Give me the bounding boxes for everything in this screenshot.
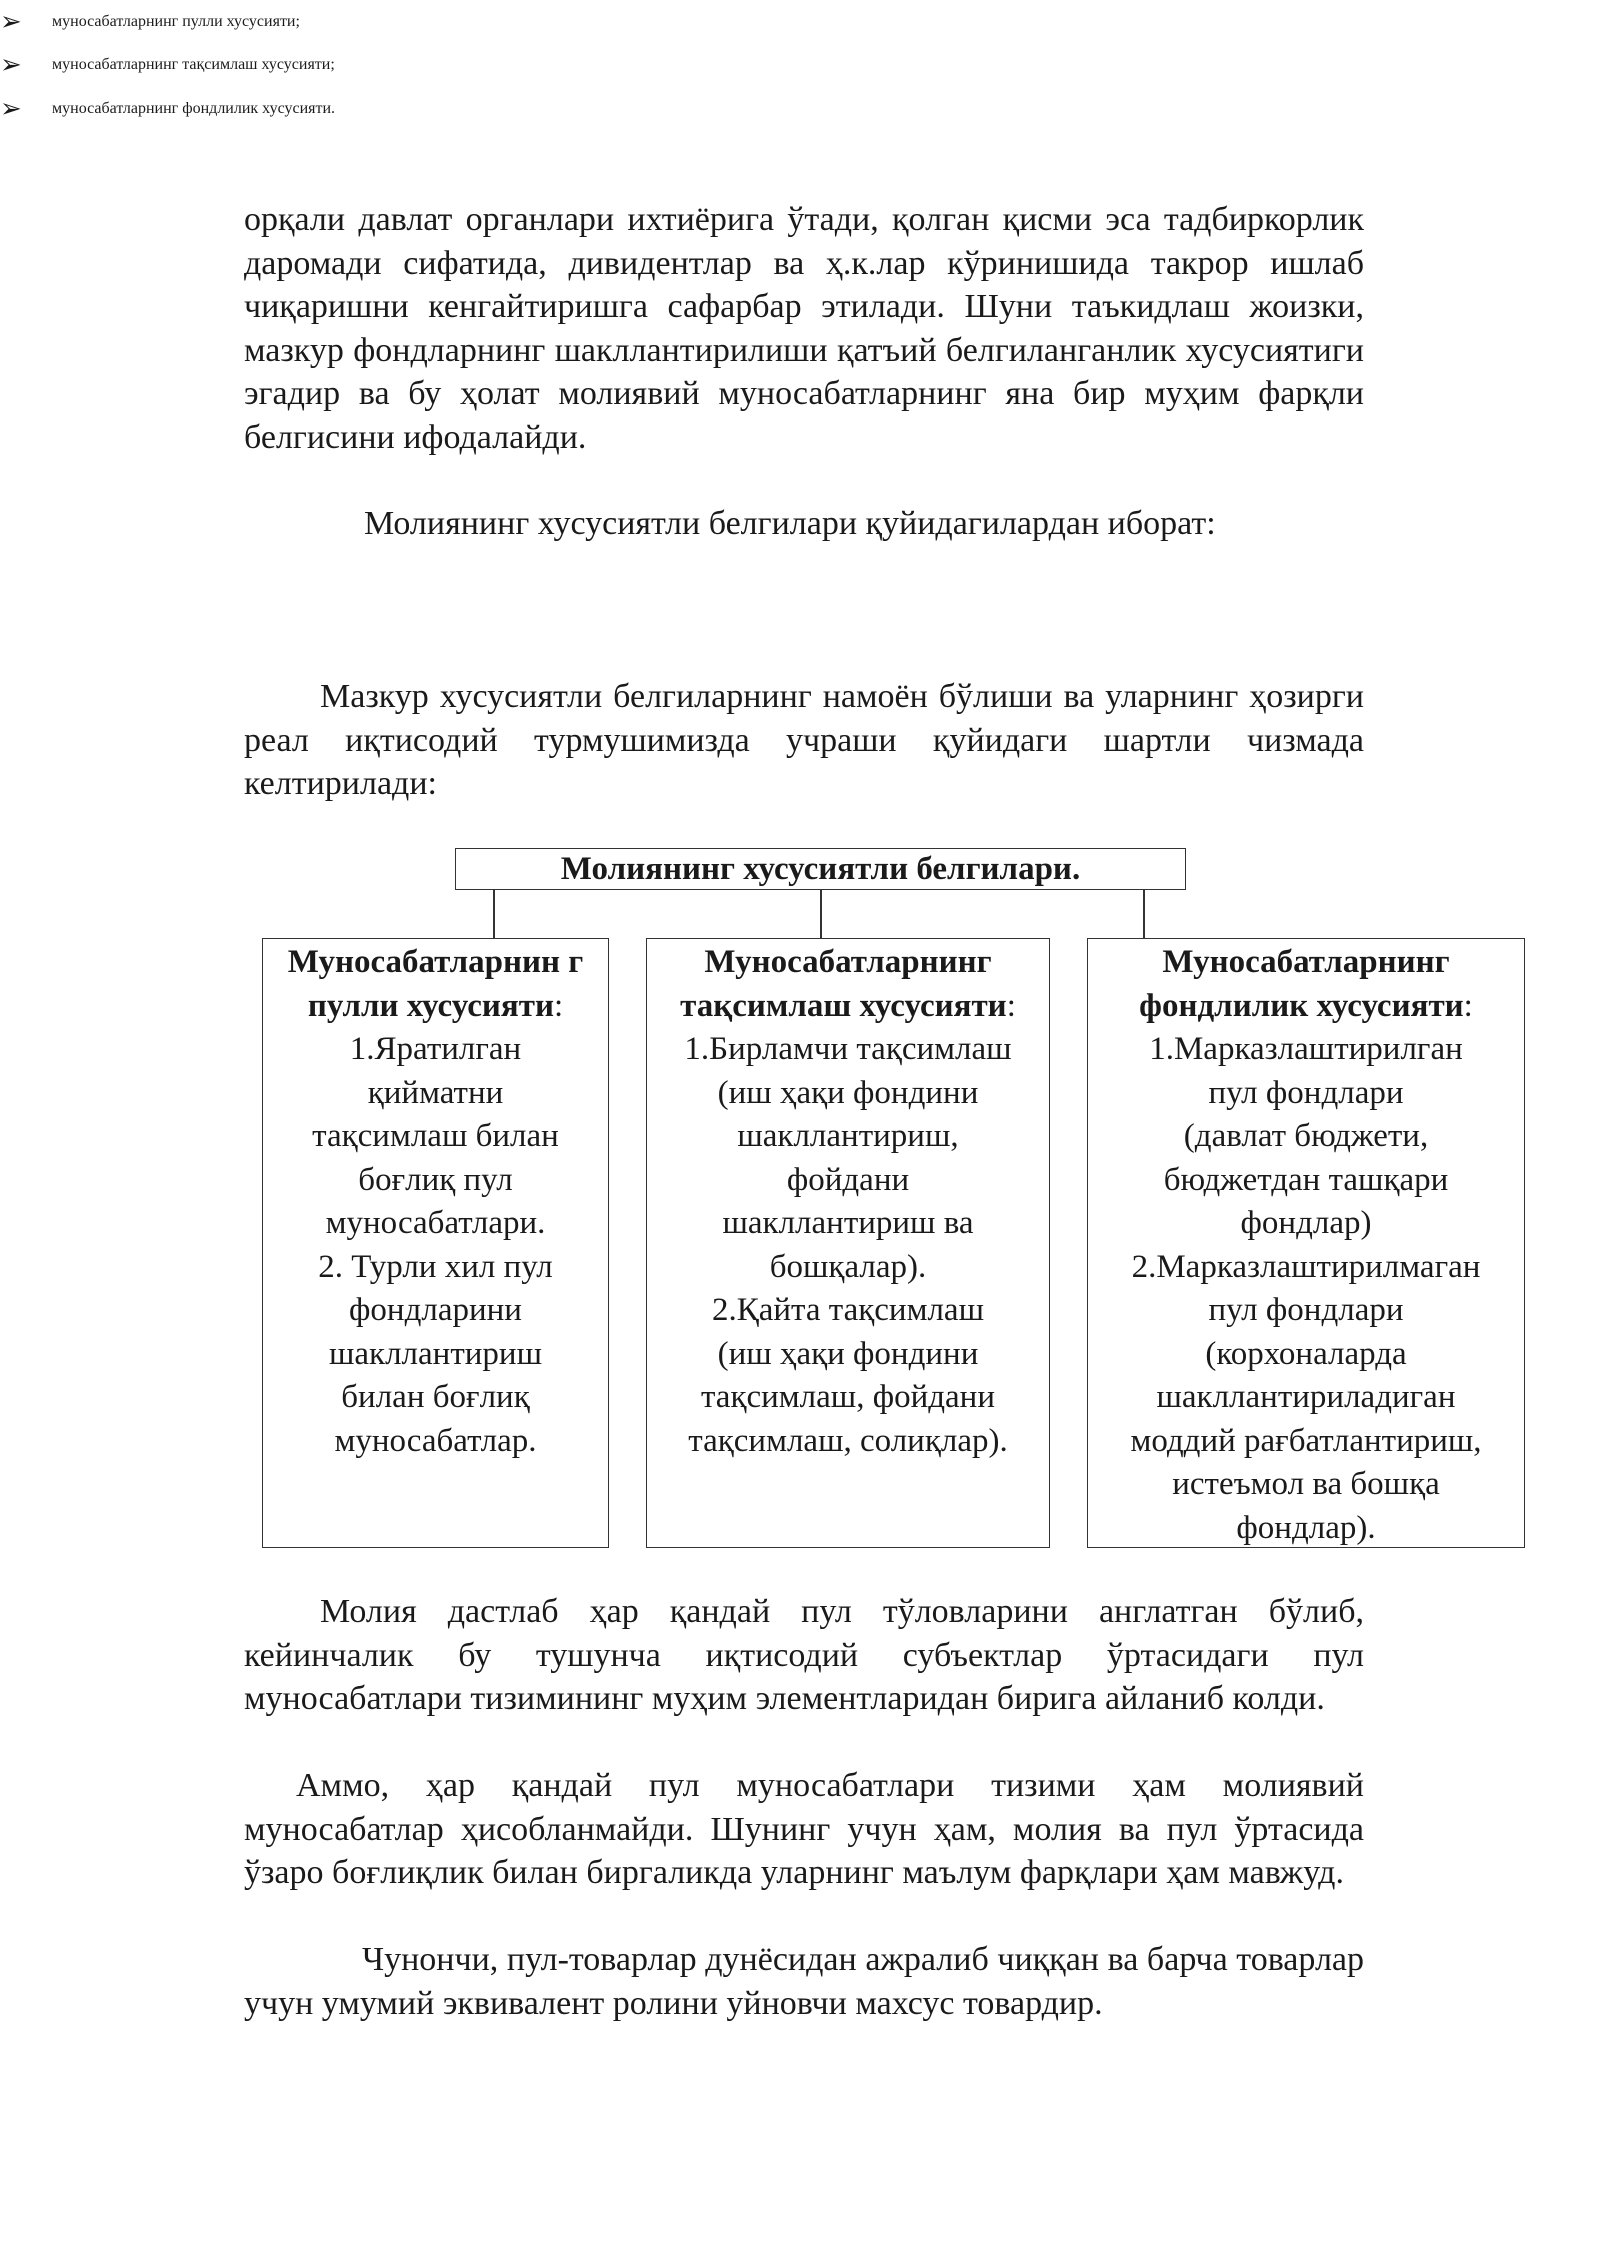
list-item-text: муносабатларнинг тақсимлаш хусусияти;: [52, 56, 335, 74]
connector-line: [493, 890, 495, 939]
box-heading: Муносабатларнинг фондлилик хусусияти: [1139, 944, 1464, 1024]
box-body: 1.Марказлаштирилган пул фондлари (давлат бюджети, бюджетдан ташқари фондлар) 2.Марказлаштирилмаган пул фондлари (корхоналарда шакллантириладиган моддий рағбатлантириш, истеъмол ва бошқа фондлар).: [1130, 1031, 1482, 1546]
arrow-bullet-icon: ➢: [0, 6, 22, 37]
diagram-box-monetary: Муносабатларнин г пулли хусусияти: 1.Яратилган қийматни тақсимлаш билан боғлиқ пул муносабатлари. 2. Турли хил пул фондларини шакллантириш билан боғлиқ муносабатлар.: [262, 938, 609, 1548]
arrow-bullet-icon: ➢: [0, 93, 22, 124]
list-item: [0, 87, 960, 131]
list-intro: Молиянинг хусусиятли белгилари қуйидагилардан иборат:: [364, 505, 1216, 542]
diagram-title: Молиянинг хусусиятли белгилари.: [455, 848, 1186, 890]
list-item: [0, 0, 960, 44]
arrow-bullet-icon: ➢: [0, 50, 22, 81]
paragraph-2: Мазкур хусусиятли белгиларнинг намоён бўлиши ва уларнинг ҳозирги реал иқтисодий турмушимизда учраши қуйидаги шартли чизмада келтирилади:: [244, 678, 1364, 802]
list-item: [0, 44, 960, 88]
connector-line: [1143, 890, 1145, 939]
box-heading: Муносабатларнин г пулли хусусияти: [287, 944, 584, 1024]
diagram-box-distribution: Муносабатларнинг тақсимлаш хусусияти: 1.Бирламчи тақсимлаш (иш ҳақи фондини шакллантириш, фойдани шакллантириш ва бошқалар). 2.Қайта тақсимлаш (иш ҳақи фондини тақсимлаш, фойдани тақсимлаш, солиқлар).: [646, 938, 1050, 1548]
paragraph-5: Чунончи, пул-товарлар дунёсидан ажралиб чиққан ва барча товарлар учун умумий эквивалент ролини уйновчи махсус товардир.: [244, 1941, 1364, 2022]
paragraph-1: орқали давлат органлари ихтиёрига ўтади, қолган қисми эса тадбиркорлик даромади сифатида, дивидентлар ва ҳ.к.лар кўринишида такрор ишлаб чиқаришни кенгайтиришга сафарбар этилади. Шуни таъкидлаш жоизки, мазкур фондларнинг шакллантирилиши қатъий белгиланганлик хусусиятиги эгадир ва бу ҳолат молиявий муносабатларнинг яна бир муҳим фарқли белгисини ифодалайди.: [244, 201, 1364, 456]
box-body: 1.Яратилган қийматни тақсимлаш билан боғлиқ пул муносабатлари. 2. Турли хил пул фондларини шакллантириш билан боғлиқ муносабатлар.: [312, 1031, 559, 1459]
connector-line: [820, 890, 822, 939]
box-heading: Муносабатларнинг тақсимлаш хусусияти: [680, 944, 1007, 1024]
paragraph-4: Аммо, ҳар қандай пул муносабатлари тизими ҳам молиявий муносабатлар ҳисобланмайди. Шунинг учун ҳам, молия ва пул ўртасида ўзаро боғлиқлик билан биргаликда уларнинг маълум фарқлари ҳам мавжуд.: [244, 1767, 1364, 1891]
diagram-box-funds: Муносабатларнинг фондлилик хусусияти: 1.Марказлаштирилган пул фондлари (давлат бюджети, бюджетдан ташқари фондлар) 2.Марказлаштирилмаган пул фондлари (корхоналарда шакллантириладиган моддий рағбатлантириш, истеъмол ва бошқа фондлар).: [1087, 938, 1525, 1548]
paragraph-3: Молия дастлаб ҳар қандай пул тўловларини англатган бўлиб, кейинчалик бу тушунча иқтисодий субъектлар ўртасидаги пул муносабатлари тизимининг муҳим элементларидан бирига айланиб колди.: [244, 1593, 1364, 1717]
box-body: 1.Бирламчи тақсимлаш (иш ҳақи фондини шакллантириш, фойдани шакллантириш ва бошқалар). 2.Қайта тақсимлаш (иш ҳақи фондини тақсимлаш, фойдани тақсимлаш, солиқлар).: [684, 1031, 1012, 1459]
feature-list: [0, 0, 960, 131]
list-item-text: муносабатларнинг пулли хусусияти;: [52, 12, 300, 30]
list-item-text: муносабатларнинг фондлилик хусусияти.: [52, 99, 336, 117]
